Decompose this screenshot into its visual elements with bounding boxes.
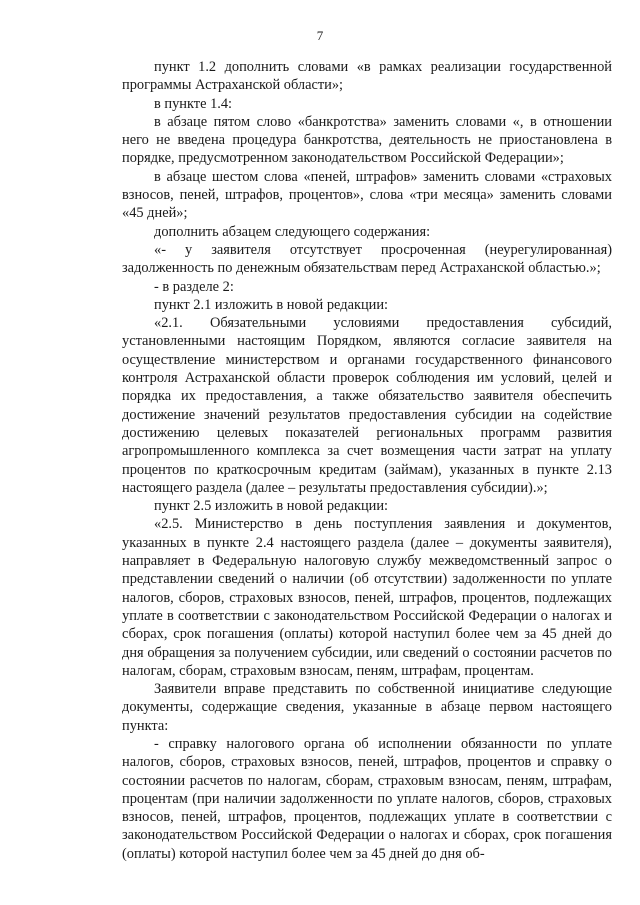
paragraph: - справку налогового органа об исполнении обязанности по уплате налогов, сборов, страховых взносов, пеней, штрафов, процентов и справку о состоянии расчетов по налогам, сборам, страховым взносам, пеням, штрафам, процентам (при наличии задолженности по уплате налогов, сборов, страховых взносов, пеней, штрафов, процентов, подлежащих уплате в соответствии с законодательством Российской Федерации о налогах и сборах, срок погашения (оплаты) которой наступил более чем за 45 дней до дня об- [122,735,612,862]
page-number: 7 [316,28,324,43]
paragraph: «- у заявителя отсутствует просроченная (неурегулированная) задолженность по денежным обязательствам перед Астраханской областью.»; [122,241,612,277]
paragraph: дополнить абзацем следующего содержания: [154,223,431,240]
paragraph: - в разделе 2: [154,278,234,295]
paragraph: «2.1. Обязательными условиями предоставления субсидий, установленными настоящим Порядком, являются согласие заявителя на осуществление министерством и органами государственного финансового контроля Астраханской области проверок соблюдения им условий, целей и порядка их предоставления, а также обязательство заявителя обеспечить достижение значений результатов предоставления субсидии на содействие достижению целевых показателей региональных программ развития агропромышленного комплекса за счет возмещения части затрат на уплату процентов по краткосрочным кредитам (займам), указанных в пункте 2.13 настоящего раздела (далее – результаты предоставления субсидии).»; [122,315,612,496]
paragraph: в абзаце шестом слова «пеней, штрафов» заменить словами «страховых взносов, пеней, штрафов, процентов», слова «три месяца» заменить словами «45 дней»; [122,168,612,222]
paragraph: Заявители вправе представить по собственной инициативе следующие документы, содержащие сведения, указанные в абзаце первом настоящего пункта: [122,681,612,734]
paragraph: в пункте 1.4: [154,95,233,112]
paragraph: в абзаце пятом слово «банкротства» заменить словами «, в отношении него не введена процедура банкротства, деятельность не приостановлена в порядке, предусмотренном законодательством Российской Федерации»; [122,113,612,167]
paragraph: пункт 2.5 изложить в новой редакции: [154,498,389,515]
paragraph: пункт 1.2 дополнить словами «в рамках реализации государственной программы Астраханской области»; [122,59,612,94]
paragraph: пункт 2.1 изложить в новой редакции: [154,296,389,313]
document-body [122,58,612,863]
paragraph: «2.5. Министерство в день поступления заявления и документов, указанных в пункте 2.4 настоящего раздела (далее – документы заявителя), направляет в Федеральную налоговую службу межведомственный запрос о представлении сведений о наличии (об отсутствии) задолженности по уплате налогов, сборов, страховых взносов, пеней, штрафов, процентов, подлежащих уплате в соответствии с законодательством Российской Федерации о налогах и сборах, срок погашения (оплаты) которой наступил более чем за 45 дней до дня обращения за получением субсидии, или сведений о состоянии расчетов по налогам, сборам, страховым взносам, пеням, штрафам, процентам. [122,516,612,679]
